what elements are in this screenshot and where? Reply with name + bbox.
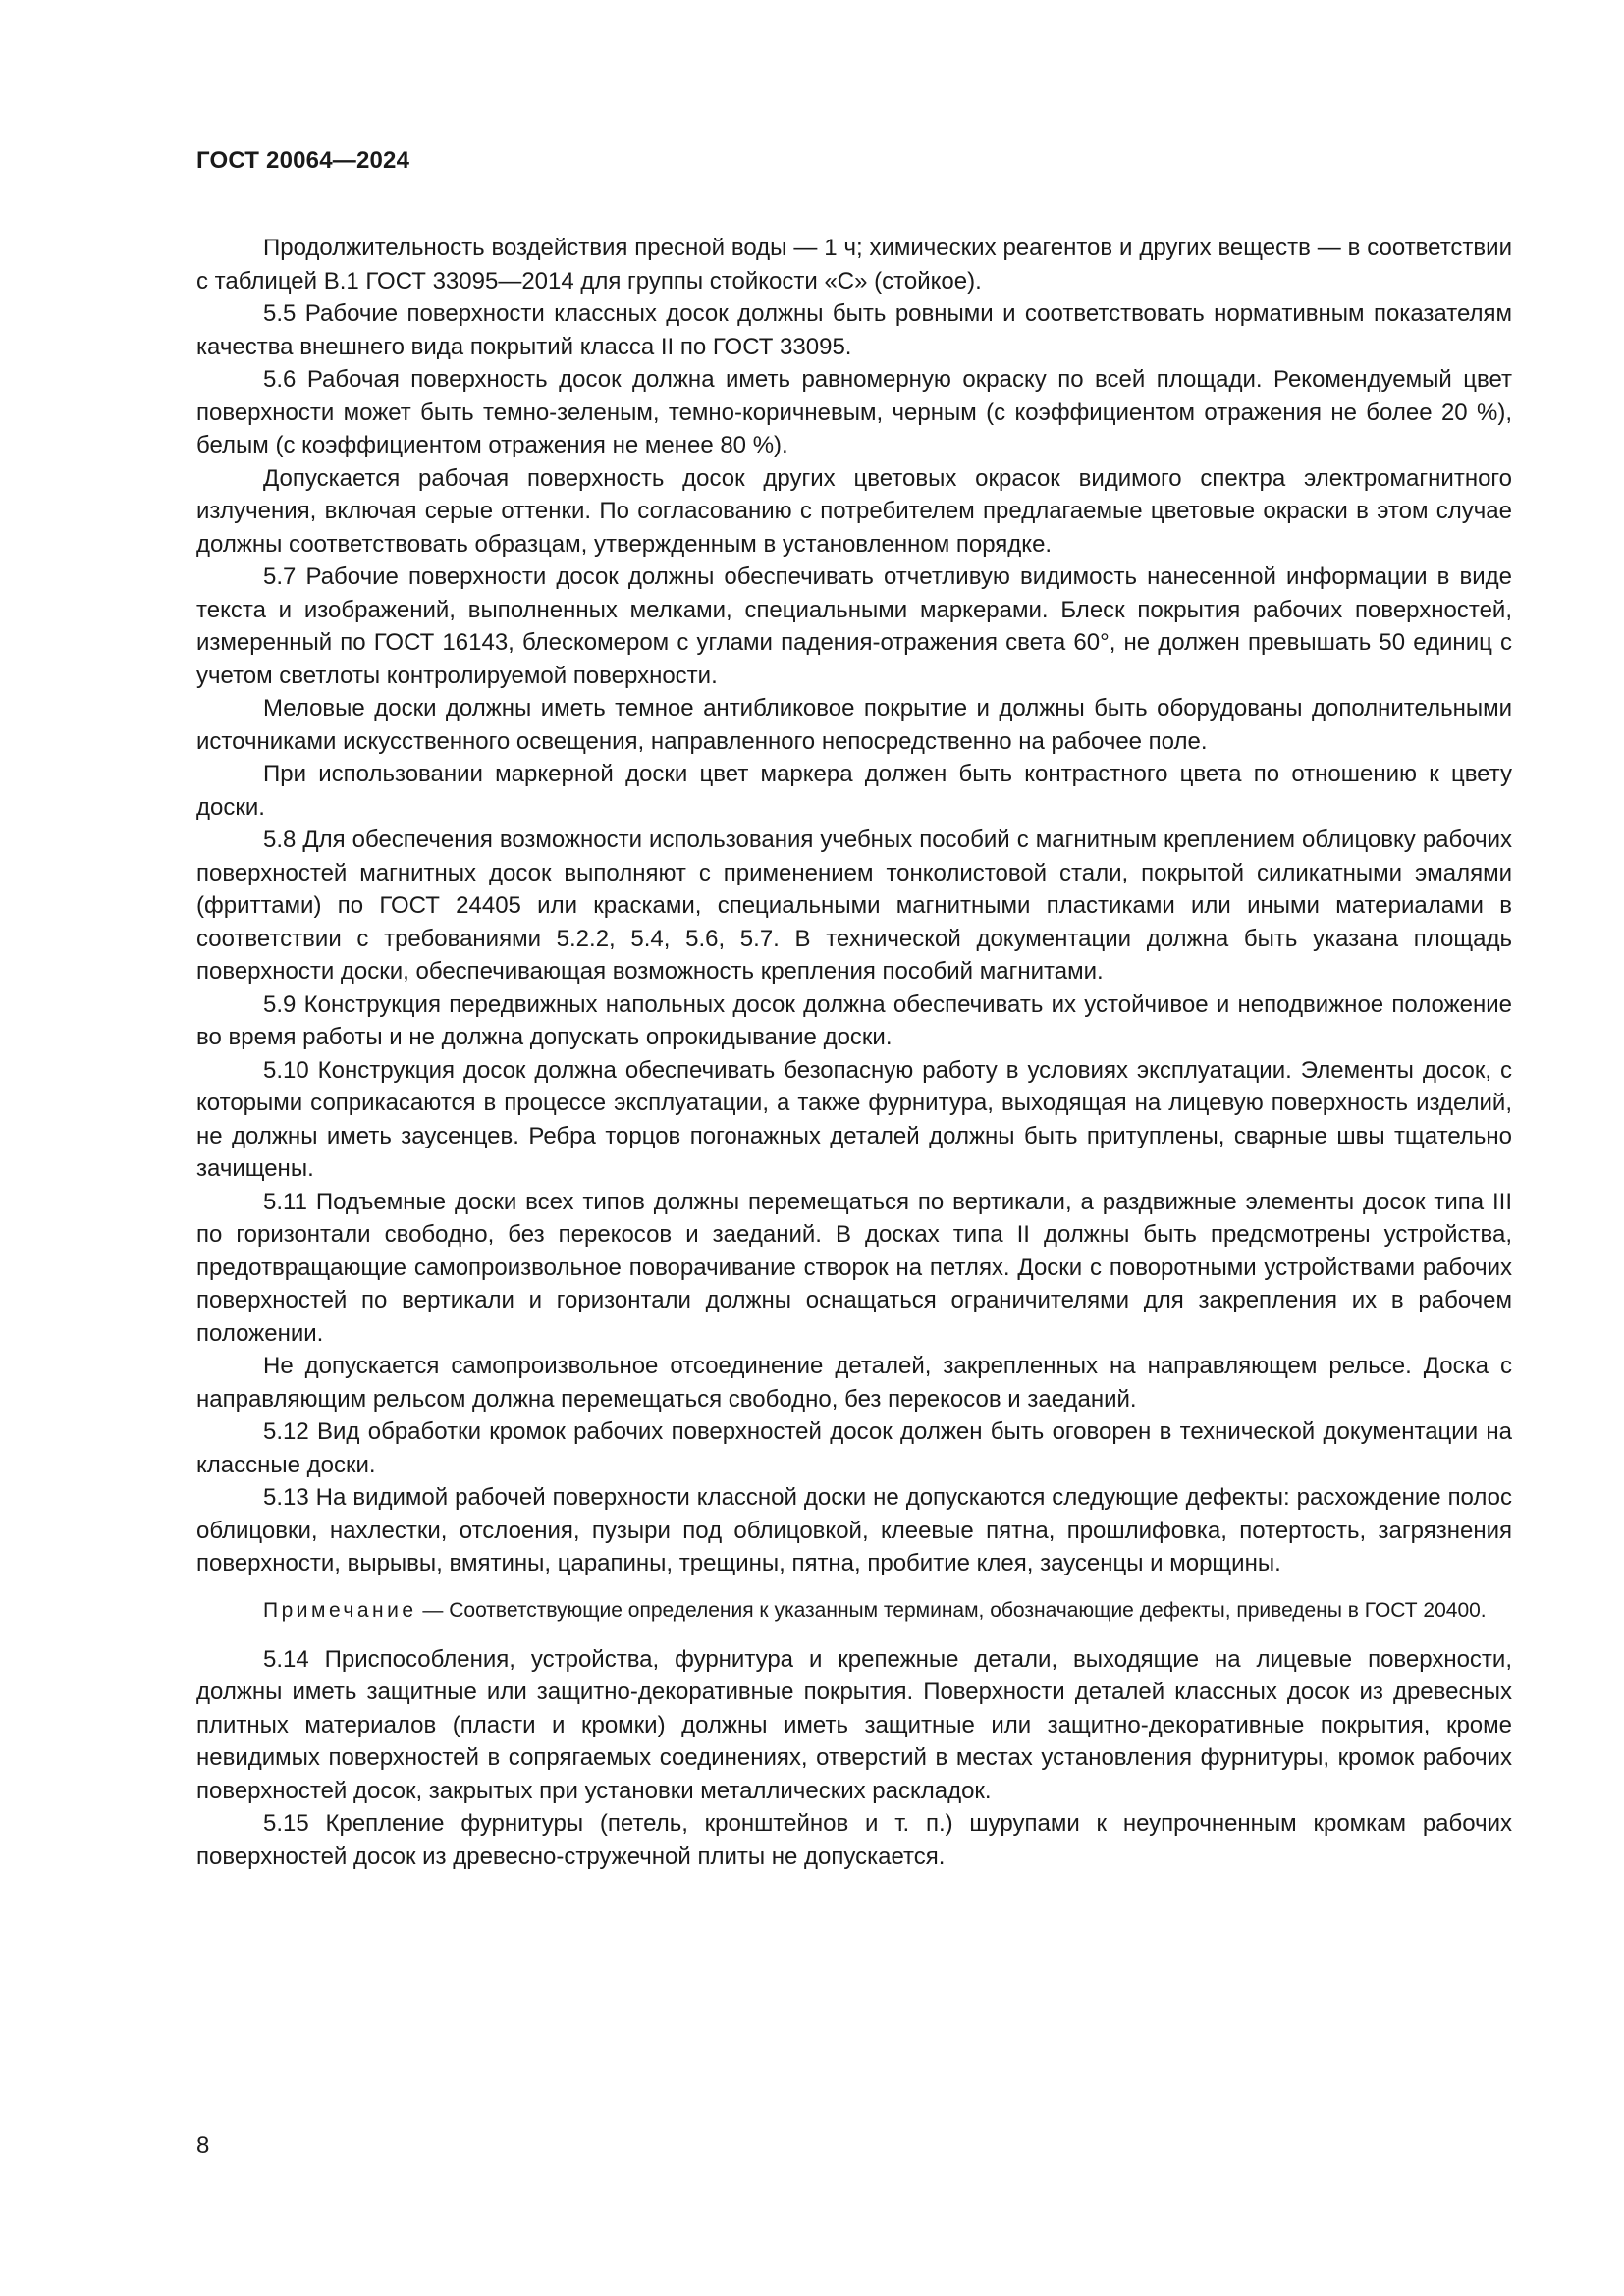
- page-number: 8: [196, 2132, 210, 2159]
- paragraph-5-10: 5.10 Конструкция досок должна обеспечивать безопасную работу в условиях эксплуатации. Элементы досок, с которыми соприкасаются в процессе эксплуатации, а также фурнитура, выходящая на лицевую поверхность изделий, не должны иметь заусенцев. Ребра торцов погонажных деталей должны быть притуплены, сварные швы тщательно зачищены.: [196, 1056, 1512, 1182]
- note-text: — Соответствующие определения к указанным терминам, обозначающие дефекты, приведены в ГОСТ 20400.: [416, 1598, 1487, 1622]
- document-body: [196, 232, 1512, 1873]
- paragraph-5-5: 5.5 Рабочие поверхности классных досок должны быть ровными и соответствовать нормативным показателям качества внешнего вида покрытий класса II по ГОСТ 33095.: [196, 300, 1512, 360]
- note-label: Примечание: [263, 1598, 417, 1622]
- paragraph-5-8: 5.8 Для обеспечения возможности использования учебных пособий с магнитным креплением облицовку рабочих поверхностей магнитных досок выполняют с применением тонколистовой стали, покрытой силикатными эмалями (фриттами) по ГОСТ 24405 или красками, специальными магнитными пластиками или иными материалами в соответствии с требованиями 5.2.2, 5.4, 5.6, 5.7. В технической документации должна быть указана площадь поверхности доски, обеспечивающая возможность крепления пособий магнитами.: [196, 827, 1512, 985]
- paragraph-5-9: 5.9 Конструкция передвижных напольных досок должна обеспечивать их устойчивое и неподвижное положение во время работы и не должна допускать опрокидывание доски.: [196, 990, 1512, 1050]
- paragraph: Не допускается самопроизвольное отсоединение деталей, закрепленных на направляющем рельсе. Доска с направляющим рельсом должна перемещаться свободно, без перекосов и заеданий.: [196, 1353, 1512, 1413]
- paragraph-5-11: 5.11 Подъемные доски всех типов должны перемещаться по вертикали, а раздвижные элементы досок типа III по горизонтали свободно, без перекосов и заеданий. В досках типа II должны быть предсмотрены устройства, предотвращающие самопроизвольное поворачивание створок на петлях. Доски с поворотными устройствами рабочих поверхностей по вертикали и горизонтали должны оснащаться ограничителями для закрепления их в рабочем положении.: [196, 1188, 1512, 1347]
- paragraph: Меловые доски должны иметь темное антибликовое покрытие и должны быть оборудованы дополнительными источниками искусственного освещения, направленного непосредственно на рабочее поле.: [196, 695, 1512, 755]
- paragraph-5-15: 5.15 Крепление фурнитуры (петель, кронштейнов и т. п.) шурупами к неупрочненным кромкам рабочих поверхностей досок из древесно-стружечной плиты не допускается.: [196, 1810, 1512, 1870]
- paragraph-5-12: 5.12 Вид обработки кромок рабочих поверхностей досок должен быть оговорен в технической документации на классные доски.: [196, 1418, 1512, 1478]
- paragraph-5-13: 5.13 На видимой рабочей поверхности классной доски не допускаются следующие дефекты: расхождение полос облицовки, нахлестки, отслоения, пузыри под облицовкой, клеевые пятна, прошлифовка, потертость, загрязнения поверхности, вырывы, вмятины, царапины, трещины, пятна, пробитие клея, заусенцы и морщины.: [196, 1484, 1512, 1576]
- paragraph: При использовании маркерной доски цвет маркера должен быть контрастного цвета по отношению к цвету доски.: [196, 761, 1512, 821]
- paragraph-5-7: 5.7 Рабочие поверхности досок должны обеспечивать отчетливую видимость нанесенной информации в виде текста и изображений, выполненных мелками, специальными маркерами. Блеск покрытия рабочих поверхностей, измеренный по ГОСТ 16143, блескомером с углами падения-отражения света 60°, не должен превышать 50 единиц с учетом светлоты контролируемой поверхности.: [196, 563, 1512, 689]
- paragraph: Продолжительность воздействия пресной воды — 1 ч; химических реагентов и других веществ — в соответствии с таблицей В.1 ГОСТ 33095—2014 для группы стойкости «С» (стойкое).: [196, 235, 1512, 294]
- paragraph-5-14: 5.14 Приспособления, устройства, фурнитура и крепежные детали, выходящие на лицевые поверхности, должны иметь защитные или защитно-декоративные покрытия. Поверхности деталей классных досок из древесных плитных материалов (пласти и кромки) должны иметь защитные или защитно-декоративные покрытия, кроме невидимых поверхностей в сопрягаемых соединениях, отверстий в местах установления фурнитуры, кромок рабочих поверхностей досок, закрытых при установки металлических раскладок.: [196, 1645, 1512, 1804]
- document-header-title: ГОСТ 20064—2024: [196, 147, 410, 174]
- paragraph: Допускается рабочая поверхность досок других цветовых окрасок видимого спектра электромагнитного излучения, включая серые оттенки. По согласованию с потребителем предлагаемые цветовые окраски в этом случае должны соответствовать образцам, утвержденным в установленном порядке.: [196, 464, 1512, 558]
- note: [196, 1596, 1512, 1626]
- document-page: [196, 147, 1512, 1873]
- paragraph-5-6: 5.6 Рабочая поверхность досок должна иметь равномерную окраску по всей площади. Рекомендуемый цвет поверхности может быть темно-зеленым, темно-коричневым, черным (с коэффициентом отражения не более 20 %), белым (с коэффициентом отражения не менее 80 %).: [196, 366, 1512, 458]
